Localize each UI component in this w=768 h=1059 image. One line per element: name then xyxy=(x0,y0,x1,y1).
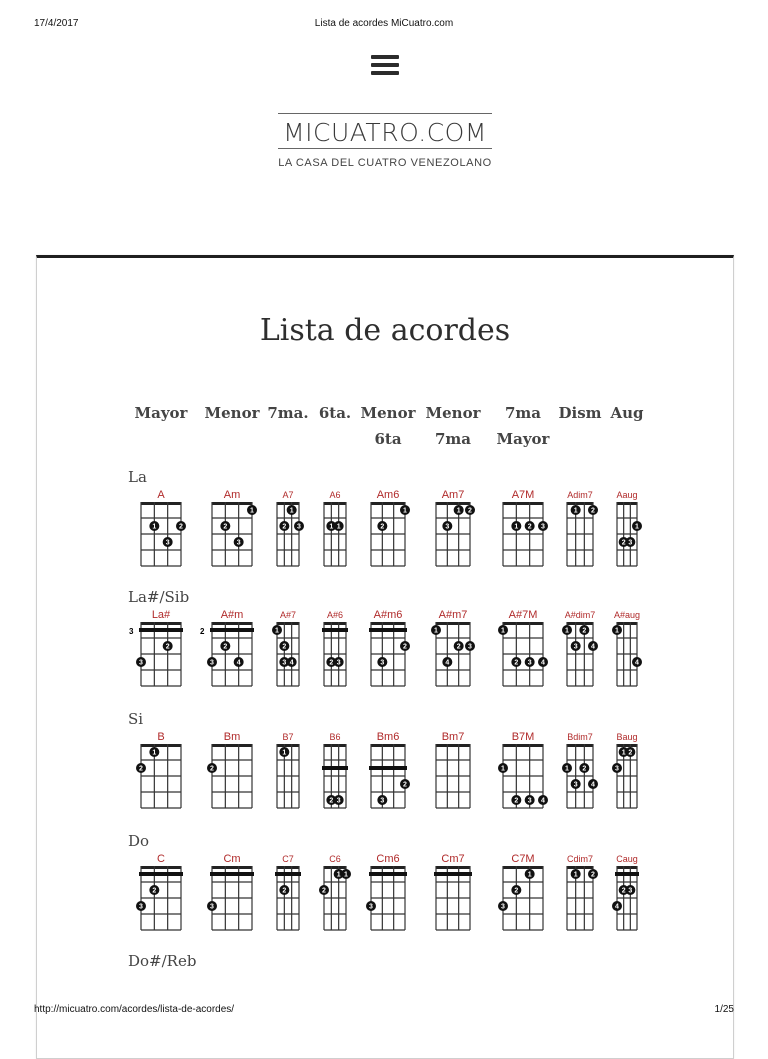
fretboard xyxy=(503,744,543,812)
chord-name: Cm7 xyxy=(441,853,465,865)
finger-number: 3 xyxy=(380,659,385,667)
fretboard xyxy=(567,866,593,934)
nut xyxy=(212,744,252,747)
finger-number: 3 xyxy=(527,659,532,667)
barre-bar xyxy=(210,628,254,632)
finger-number: 3 xyxy=(573,643,578,651)
chord-name: B6 xyxy=(329,732,341,742)
finger-number: 2 xyxy=(403,643,407,651)
fretboard xyxy=(277,502,299,570)
fretboard xyxy=(371,866,405,934)
finger-number: 1 xyxy=(456,507,461,515)
finger-number: 3 xyxy=(336,797,341,805)
finger-number: 2 xyxy=(621,539,626,547)
finger-number: 1 xyxy=(573,507,578,515)
finger-number: 2 xyxy=(380,523,385,531)
fretboard xyxy=(371,502,405,570)
finger-number: 1 xyxy=(434,627,438,635)
chord-diagram[interactable] xyxy=(131,730,191,812)
chord-diagram[interactable] xyxy=(131,852,191,934)
barre-bar xyxy=(322,766,348,770)
finger-number: 2 xyxy=(223,643,228,651)
fret-number-label: 3 xyxy=(129,627,134,636)
nut xyxy=(436,866,470,869)
note-label: La#/Sib xyxy=(128,588,190,606)
chord-diagram[interactable] xyxy=(358,852,418,934)
chord-diagram[interactable] xyxy=(202,730,262,812)
chord-name: A xyxy=(157,489,165,501)
chord-name: A#m7 xyxy=(438,609,468,621)
finger-number: 1 xyxy=(573,871,578,879)
nut xyxy=(436,622,470,625)
nut xyxy=(503,866,543,869)
finger-number: 2 xyxy=(514,659,519,667)
barre-bar xyxy=(615,872,639,876)
chord-diagram[interactable] xyxy=(305,488,365,570)
fretboard xyxy=(503,866,543,934)
fretboard xyxy=(371,622,405,690)
finger-number: 2 xyxy=(165,643,170,651)
fretboard xyxy=(503,502,543,570)
column-header-line2: 7ma xyxy=(434,430,472,448)
nut xyxy=(567,744,593,747)
finger-number: 2 xyxy=(210,765,214,773)
column-header xyxy=(121,400,201,426)
chord-name: B7 xyxy=(282,732,294,742)
chord-diagram[interactable] xyxy=(131,608,191,690)
nut xyxy=(567,866,593,869)
finger-number: 2 xyxy=(282,643,287,651)
chord-diagram[interactable] xyxy=(202,608,262,690)
column-header-line1: Aug xyxy=(610,404,644,422)
column-header-line1: Mayor xyxy=(134,404,188,422)
finger-number: 1 xyxy=(152,523,157,531)
chord-diagram[interactable] xyxy=(131,488,191,570)
nut xyxy=(371,502,405,505)
finger-number: 1 xyxy=(250,507,254,515)
chord-diagram[interactable] xyxy=(358,608,418,690)
nut xyxy=(371,866,405,869)
nut xyxy=(277,502,299,505)
fretboard xyxy=(141,502,181,570)
fret-number-label: 2 xyxy=(200,627,205,636)
chord-diagram[interactable] xyxy=(423,608,483,690)
nut xyxy=(503,744,543,747)
column-header-line1: 7ma xyxy=(504,404,542,422)
finger-number: 3 xyxy=(615,765,619,773)
finger-number: 1 xyxy=(501,765,505,773)
chord-diagram[interactable] xyxy=(493,852,553,934)
nut xyxy=(277,622,299,625)
note-label: La xyxy=(128,468,147,486)
chord-diagram[interactable] xyxy=(202,488,262,570)
fretboard xyxy=(436,502,470,570)
finger-number: 2 xyxy=(329,659,334,667)
finger-number: 2 xyxy=(514,887,519,895)
nut xyxy=(617,866,637,869)
barre-bar xyxy=(369,766,407,770)
nut xyxy=(617,502,637,505)
barre-bar xyxy=(369,628,407,632)
finger-number: 2 xyxy=(582,627,587,635)
chord-name: A#6 xyxy=(326,610,343,620)
chord-name: A#m xyxy=(220,609,244,621)
content-card xyxy=(36,255,734,1059)
chord-name: C xyxy=(157,853,165,865)
finger-number: 2 xyxy=(628,749,633,757)
chord-name: Aaug xyxy=(616,490,638,500)
fretboard xyxy=(141,866,181,934)
nut xyxy=(324,502,346,505)
nut xyxy=(277,866,299,869)
chord-name: Bm6 xyxy=(376,731,400,743)
fretboard xyxy=(212,866,252,934)
finger-number: 2 xyxy=(456,643,461,651)
chord-name: A6 xyxy=(329,490,341,500)
nut xyxy=(277,744,299,747)
finger-number: 1 xyxy=(336,871,341,879)
fretboard xyxy=(277,744,299,812)
chord-diagram[interactable] xyxy=(493,608,553,690)
barre-bar xyxy=(139,628,183,632)
finger-number: 4 xyxy=(289,659,294,667)
nut xyxy=(617,622,637,625)
finger-number: 2 xyxy=(468,507,472,515)
fretboard xyxy=(371,744,405,812)
fretboard xyxy=(567,744,593,812)
nut xyxy=(503,502,543,505)
chord-name: B7M xyxy=(511,731,535,743)
finger-number: 3 xyxy=(297,523,301,531)
fretboard xyxy=(141,744,181,812)
finger-number: 4 xyxy=(541,659,545,667)
finger-number: 2 xyxy=(139,765,143,773)
chord-name: Bdim7 xyxy=(567,732,593,742)
finger-number: 2 xyxy=(591,871,595,879)
finger-number: 2 xyxy=(179,523,183,531)
chord-diagram[interactable] xyxy=(305,730,365,812)
chord-name: C7 xyxy=(282,854,294,864)
barre-bar xyxy=(210,872,254,876)
chord-diagram[interactable] xyxy=(202,852,262,934)
chord-name: A#7M xyxy=(508,609,538,621)
finger-number: 2 xyxy=(329,797,334,805)
finger-number: 4 xyxy=(591,643,595,651)
site-tagline: LA CASA DEL CUATRO VENEZOLANO xyxy=(278,157,492,169)
fretboard xyxy=(277,622,299,690)
chord-name: La# xyxy=(151,609,171,621)
column-header-line2: 6ta xyxy=(374,430,402,448)
chord-name: Cdim7 xyxy=(566,854,593,864)
hamburger-menu-icon[interactable] xyxy=(371,55,399,75)
column-header-line1: Dism xyxy=(558,404,602,422)
chord-diagram[interactable] xyxy=(423,852,483,934)
finger-number: 1 xyxy=(344,871,348,879)
finger-number: 1 xyxy=(621,749,626,757)
nut xyxy=(141,502,181,505)
fretboard xyxy=(617,502,637,570)
chord-name: Adim7 xyxy=(567,490,593,500)
chord-name: Bm7 xyxy=(441,731,465,743)
fretboard xyxy=(617,866,637,934)
column-header xyxy=(413,400,493,452)
finger-number: 1 xyxy=(615,627,619,635)
chord-name: Am6 xyxy=(376,489,400,501)
chord-name: Cm6 xyxy=(376,853,400,865)
finger-number: 3 xyxy=(210,903,214,911)
nut xyxy=(436,744,470,747)
chord-name: Bm xyxy=(223,731,241,743)
finger-number: 2 xyxy=(582,765,587,773)
print-page-number: 1/25 xyxy=(714,1004,734,1015)
fretboard xyxy=(436,866,470,934)
finger-number: 3 xyxy=(210,659,214,667)
column-header-line1: 6ta. xyxy=(318,404,352,422)
finger-number: 2 xyxy=(621,887,626,895)
barre-bar xyxy=(139,872,183,876)
barre-bar xyxy=(275,872,301,876)
finger-number: 3 xyxy=(628,887,633,895)
nut xyxy=(141,866,181,869)
chord-name: A#dim7 xyxy=(564,610,596,620)
chord-diagram[interactable] xyxy=(358,730,418,812)
finger-number: 3 xyxy=(336,659,341,667)
chord-diagram[interactable] xyxy=(305,852,365,934)
nut xyxy=(567,622,593,625)
finger-number: 1 xyxy=(336,523,341,531)
column-header-line1: Menor xyxy=(204,404,260,422)
finger-number: 3 xyxy=(139,903,143,911)
finger-number: 3 xyxy=(573,781,578,789)
finger-number: 1 xyxy=(275,627,279,635)
barre-bar xyxy=(322,628,348,632)
finger-number: 1 xyxy=(565,627,569,635)
print-url: http://micuatro.com/acordes/lista-de-acordes/ xyxy=(34,1004,235,1015)
finger-number: 3 xyxy=(165,539,170,547)
chord-name: C6 xyxy=(329,854,341,864)
nut xyxy=(617,744,637,747)
nut xyxy=(324,744,346,747)
print-title: Lista de acordes MiCuatro.com xyxy=(314,18,454,29)
finger-number: 3 xyxy=(527,797,532,805)
barre-bar xyxy=(434,872,472,876)
finger-number: 1 xyxy=(635,523,639,531)
finger-number: 1 xyxy=(565,765,569,773)
chord-name: C7M xyxy=(511,853,535,865)
chord-name: A#aug xyxy=(613,610,641,620)
chord-name: A7M xyxy=(511,489,535,501)
fretboard xyxy=(324,866,346,934)
finger-number: 3 xyxy=(468,643,472,651)
fretboard xyxy=(324,744,346,812)
finger-number: 3 xyxy=(541,523,545,531)
chord-diagram[interactable] xyxy=(493,730,553,812)
finger-number: 3 xyxy=(282,659,287,667)
nut xyxy=(436,502,470,505)
fretboard xyxy=(200,622,252,690)
chord-name: B xyxy=(157,731,165,743)
finger-number: 2 xyxy=(282,523,287,531)
fretboard xyxy=(503,622,543,690)
chord-diagram[interactable] xyxy=(358,488,418,570)
nut xyxy=(567,502,593,505)
chord-diagram[interactable] xyxy=(597,852,657,934)
nut xyxy=(371,622,405,625)
logo-bottom-rule xyxy=(278,148,492,149)
fretboard xyxy=(212,502,252,570)
print-date: 17/4/2017 xyxy=(34,18,79,29)
finger-number: 3 xyxy=(380,797,385,805)
finger-number: 2 xyxy=(282,887,287,895)
finger-number: 2 xyxy=(322,887,326,895)
finger-number: 1 xyxy=(289,507,294,515)
chord-diagram[interactable] xyxy=(305,608,365,690)
finger-number: 2 xyxy=(152,887,157,895)
site-name: MICUATRO.COM xyxy=(283,118,487,147)
finger-number: 2 xyxy=(223,523,228,531)
column-header-line2: Mayor xyxy=(496,430,550,448)
chord-name: A#7 xyxy=(279,610,296,620)
finger-number: 1 xyxy=(329,523,334,531)
column-header-line1: Menor xyxy=(360,404,416,422)
chord-diagram[interactable] xyxy=(493,488,553,570)
chord-name: Caug xyxy=(616,854,638,864)
chord-name: Am7 xyxy=(441,489,465,501)
nut xyxy=(141,744,181,747)
chord-diagram[interactable] xyxy=(423,488,483,570)
fretboard xyxy=(277,866,299,934)
chord-name: A7 xyxy=(282,490,294,500)
chord-diagram[interactable] xyxy=(597,730,657,812)
fretboard xyxy=(324,502,346,570)
fretboard xyxy=(617,622,637,690)
finger-number: 1 xyxy=(514,523,519,531)
finger-number: 3 xyxy=(501,903,505,911)
note-label: Do xyxy=(128,832,150,850)
finger-number: 4 xyxy=(541,797,545,805)
finger-number: 2 xyxy=(514,797,519,805)
fretboard xyxy=(567,622,593,690)
nut xyxy=(324,866,346,869)
fretboard xyxy=(617,744,637,812)
finger-number: 3 xyxy=(369,903,373,911)
finger-number: 4 xyxy=(591,781,595,789)
finger-number: 4 xyxy=(445,659,450,667)
nut xyxy=(503,622,543,625)
column-header-line1: Menor xyxy=(425,404,481,422)
finger-number: 2 xyxy=(591,507,595,515)
note-label: Do#/Reb xyxy=(128,952,197,970)
finger-number: 3 xyxy=(236,539,241,547)
chord-diagram[interactable] xyxy=(597,488,657,570)
finger-number: 3 xyxy=(628,539,633,547)
fretboard xyxy=(324,622,346,690)
chord-diagram[interactable] xyxy=(597,608,657,690)
nut xyxy=(212,502,252,505)
note-label: Si xyxy=(128,710,144,728)
page-title: Lista de acordes xyxy=(259,313,511,348)
fretboard xyxy=(436,744,470,812)
chord-diagram[interactable] xyxy=(423,730,483,812)
site-logo[interactable] xyxy=(278,113,492,169)
finger-number: 1 xyxy=(501,627,505,635)
nut xyxy=(212,866,252,869)
chord-name: Baug xyxy=(616,732,638,742)
finger-number: 3 xyxy=(445,523,450,531)
finger-number: 2 xyxy=(403,781,407,789)
fretboard xyxy=(129,622,181,690)
column-header xyxy=(587,400,667,426)
fretboard xyxy=(436,622,470,690)
finger-number: 1 xyxy=(527,871,532,879)
nut xyxy=(212,622,252,625)
nut xyxy=(141,622,181,625)
chord-name: Cm xyxy=(223,853,241,865)
nut xyxy=(371,744,405,747)
chord-name: Am xyxy=(223,489,241,501)
finger-number: 2 xyxy=(527,523,532,531)
finger-number: 1 xyxy=(403,507,407,515)
finger-number: 4 xyxy=(635,659,639,667)
fretboard xyxy=(567,502,593,570)
chord-name: A#m6 xyxy=(373,609,403,621)
nut xyxy=(324,622,346,625)
finger-number: 3 xyxy=(139,659,143,667)
fretboard xyxy=(212,744,252,812)
column-header-line1: 7ma. xyxy=(267,404,309,422)
finger-number: 1 xyxy=(152,749,157,757)
finger-number: 1 xyxy=(282,749,287,757)
barre-bar xyxy=(369,872,407,876)
finger-number: 4 xyxy=(615,903,619,911)
finger-number: 4 xyxy=(236,659,241,667)
